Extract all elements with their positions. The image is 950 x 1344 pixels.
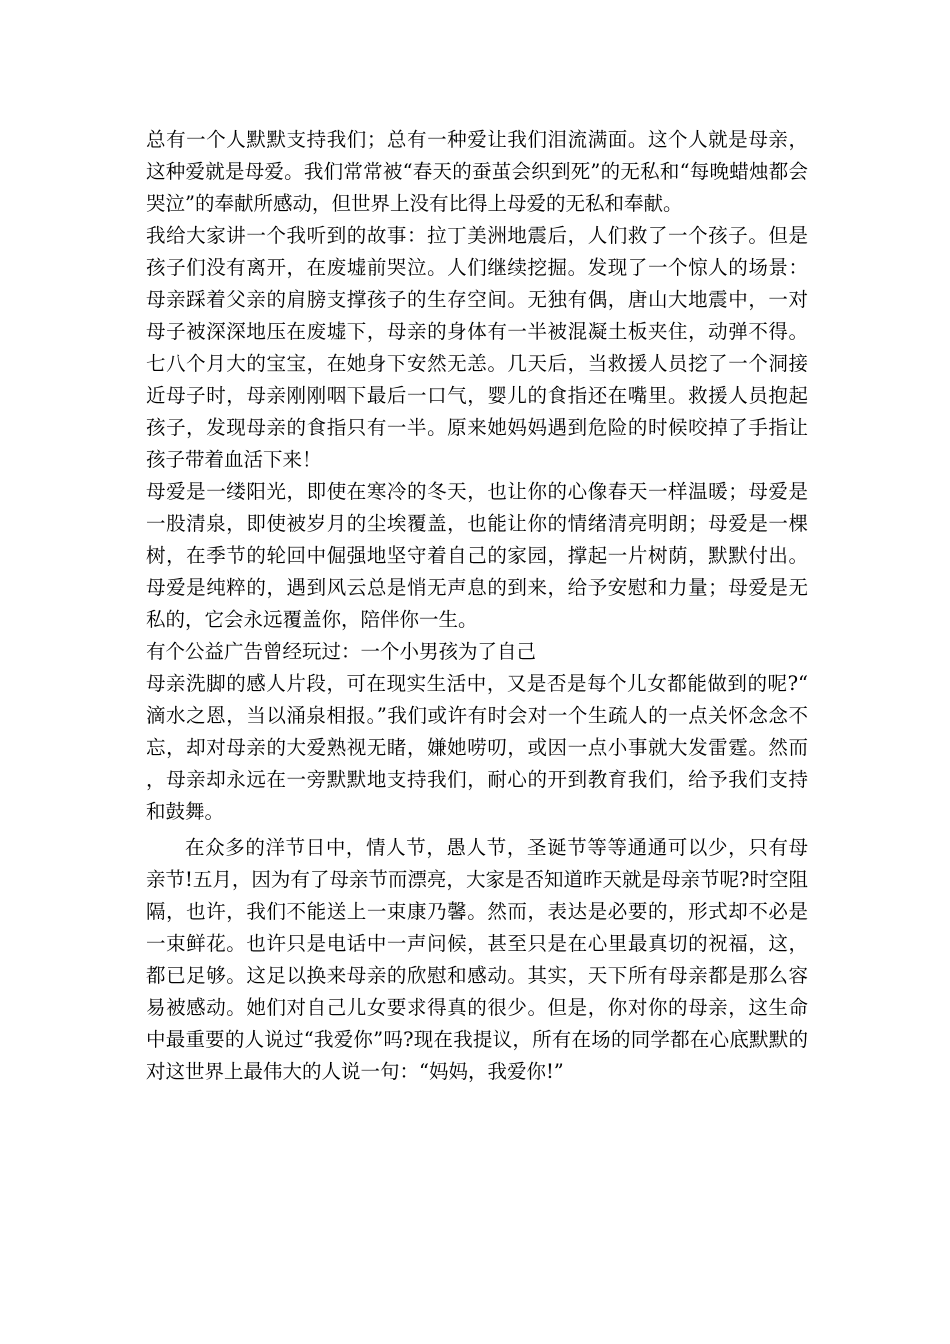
paragraph-earthquake-story: 我给大家讲一个我听到的故事：拉丁美洲地震后，人们救了一个孩子。但是孩子们没有离开，在废墟前哭泣。人们继续挖掘。发现了一个惊人的场景：母亲踩着父亲的肩膀支撑孩子的生存空间。无独有偶，唐山大地震中，一对母子被深深地压在废墟下，母亲的身体有一半被混凝土板夹住，动弹不得。七八个月大的宝宝，在她身下安然无恙。几天后，当救援人员挖了一个洞接近母子时，母亲刚刚咽下最后一口气，婴儿的食指还在嘴里。救援人员抱起孩子，发现母亲的食指只有一半。原来她妈妈遇到危险的时候咬掉了手指让孩子带着血活下来！ [146,224,808,471]
paragraph-washing-feet: 母亲洗脚的感人片段，可在现实生活中，又是否是每个儿女都能做到的呢?“滴水之恩，当以涌泉相报。”我们或许有时会对一个生疏人的一点关怀念念不忘，却对母亲的大爱熟视无睹，嫌她唠叨，或因一点小事就大发雷霆。然而，母亲却永远在一旁默默地支持我们，耐心的开到教育我们，给予我们支持和鼓舞。 [146,672,808,823]
paragraph-mothers-day: 在众多的洋节日中，情人节，愚人节，圣诞节等等通通可以少，只有母亲节!五月，因为有了母亲节而漂亮，大家是否知道昨天就是母亲节呢?时空阻隔，也许，我们不能送上一束康乃馨。然而，表达是必要的，形式却不必是一束鲜花。也许只是电话中一声问候，甚至只是在心里最真切的祝福，这，都已足够。这足以换来母亲的欣慰和感动。其实，天下所有母亲都是那么容易被感动。她们对自己儿女要求得真的很少。但是，你对你的母亲，这生命中最重要的人说过“我爱你”吗?现在我提议，所有在场的同学都在心底默默的对这世界上最伟大的人说一句：“妈妈，我爱你!” [146,836,808,1083]
document-body [146,124,808,1088]
paragraph-public-ad: 有个公益广告曾经玩过：一个小男孩为了自己 [146,640,537,663]
paragraph-mother-love-metaphors: 母爱是一缕阳光，即使在寒冷的冬天，也让你的心像春天一样温暖；母爱是一股清泉，即使被岁月的尘埃覆盖，也能让你的情绪清亮明朗；母爱是一棵树，在季节的轮回中倔强地坚守着自己的家园，撑起一片树荫，默默付出。母爱是纯粹的，遇到风云总是悄无声息的到来，给予安慰和力量；母爱是无私的，它会永远覆盖你，陪伴你一生。 [146,480,808,631]
paragraph-intro: 总有一个人默默支持我们；总有一种爱让我们泪流满面。这个人就是母亲，这种爱就是母爱。我们常常被“春天的蚕茧会织到死”的无私和“每晚蜡烛都会哭泣”的奉献所感动，但世界上没有比得上母爱的无私和奉献。 [146,128,808,215]
